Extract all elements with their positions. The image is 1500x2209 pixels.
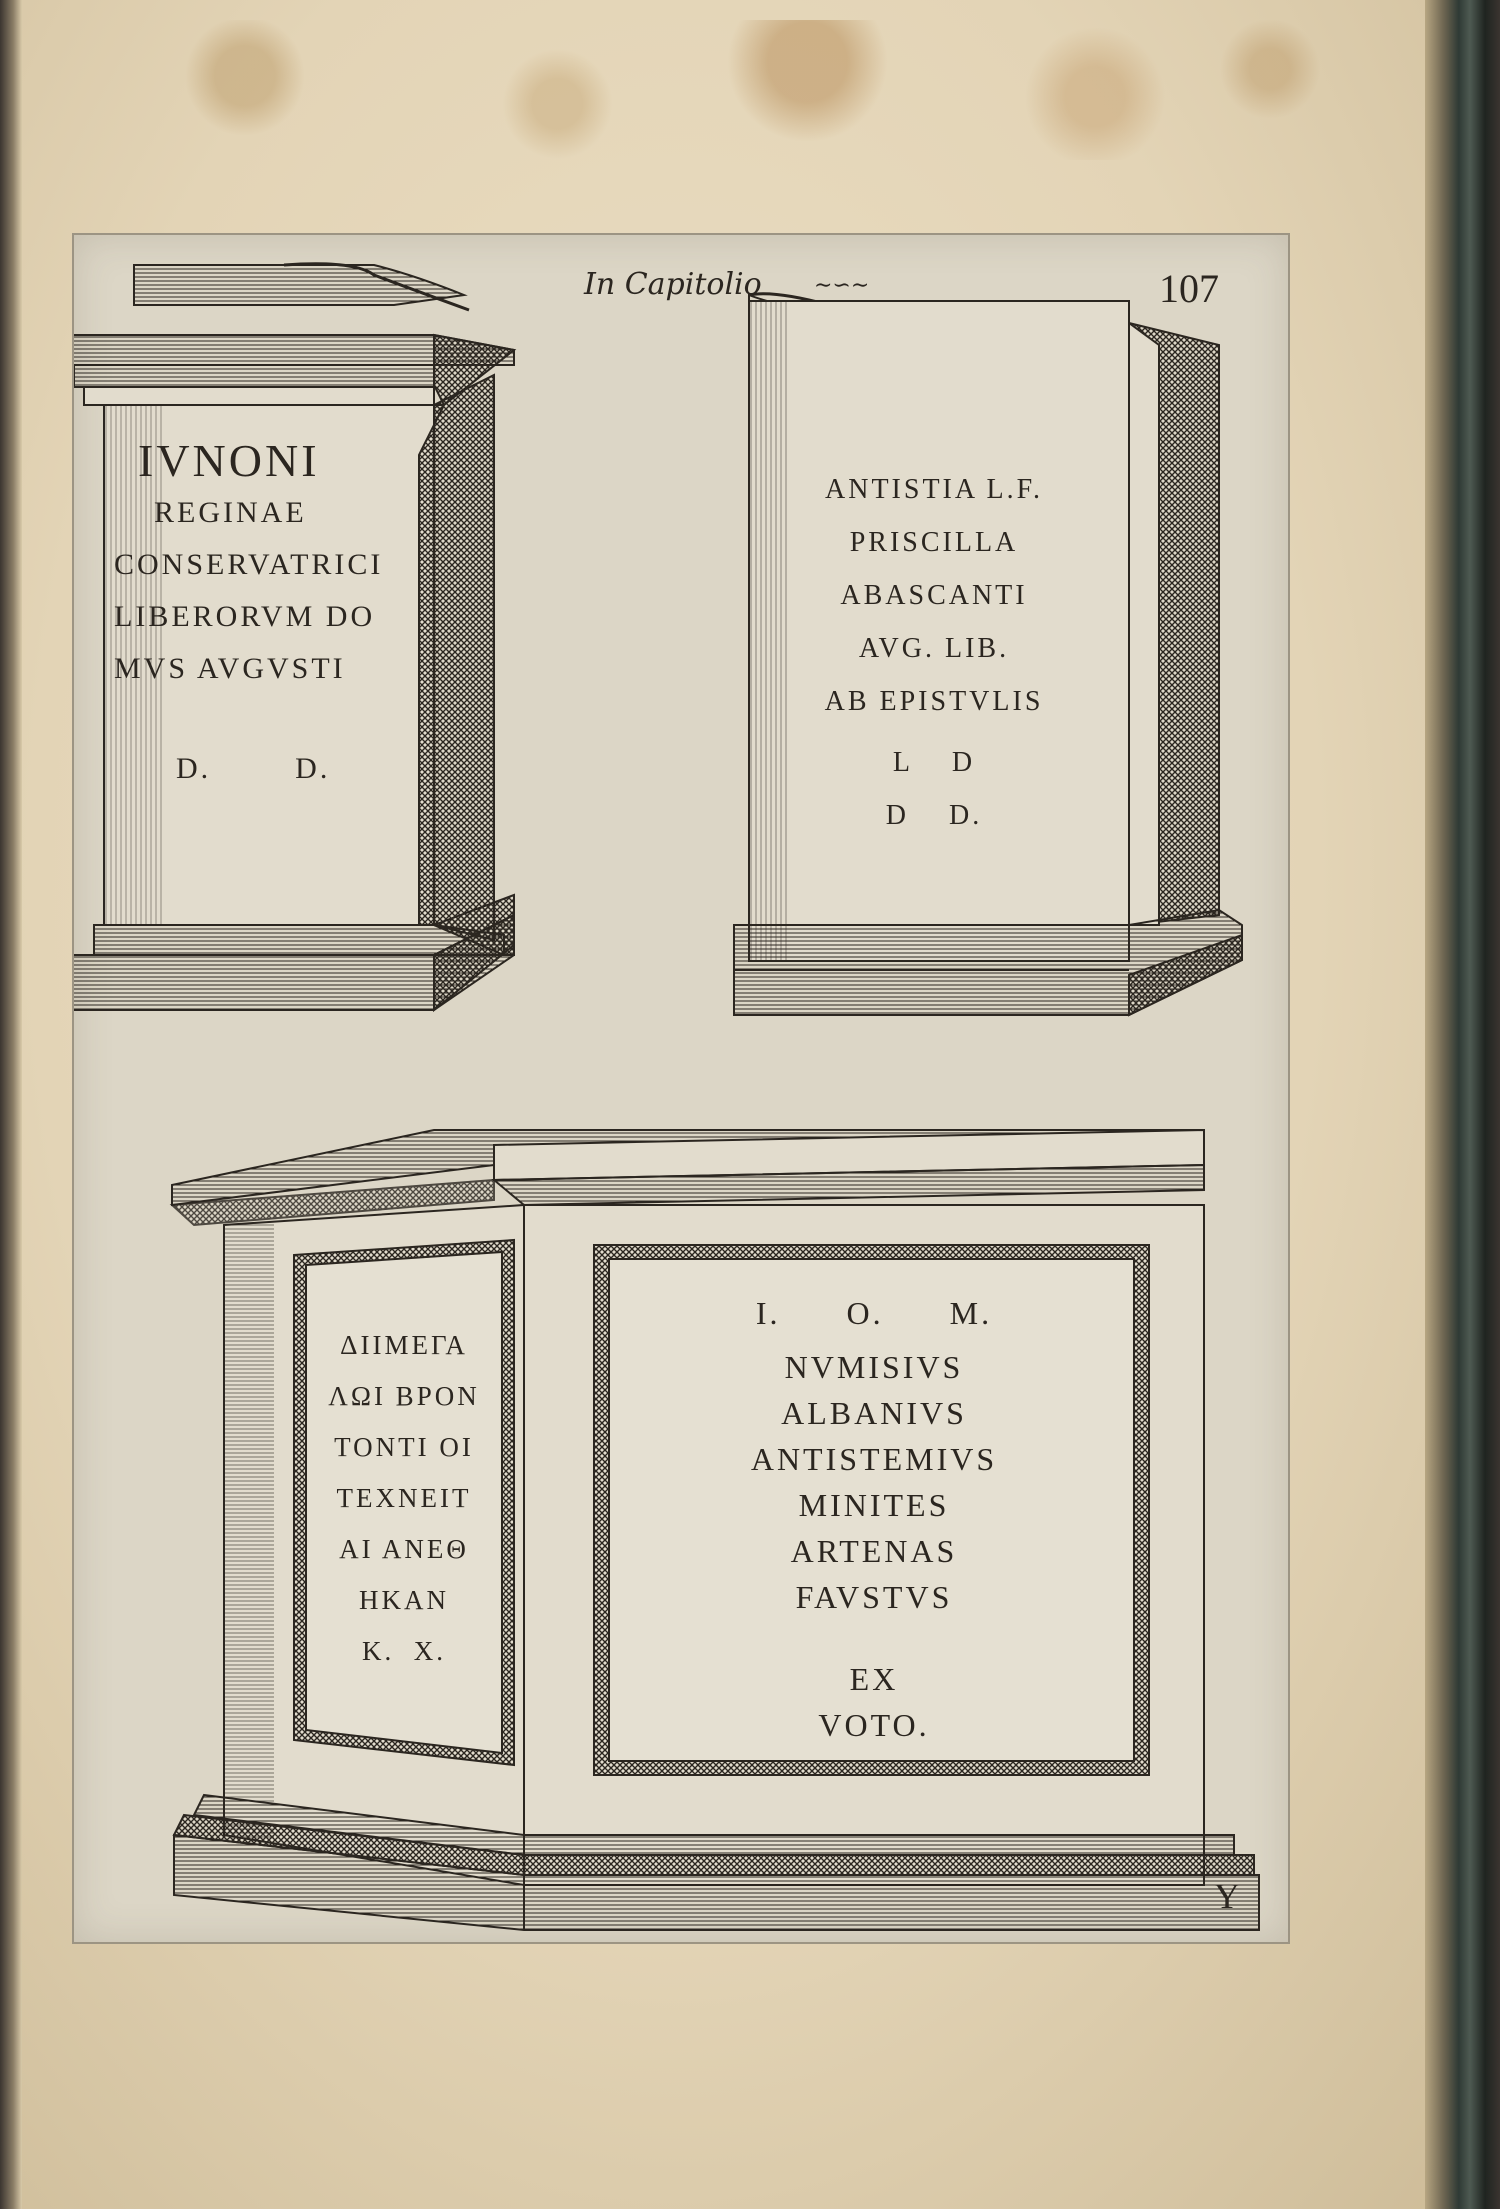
inscription-line: D D. (885, 800, 983, 831)
inscription-line: ΗΚΑΝ (359, 1585, 449, 1615)
plate-title: In Capitolio (584, 267, 762, 302)
inscription-line: PRISCILLA (849, 527, 1019, 558)
inscription-line: NVMISIVS (784, 1349, 964, 1385)
inscription-line: ALBANIVS (781, 1395, 967, 1431)
inscription-line: IVNONI (138, 435, 320, 486)
inscription-line: AVG. LIB. (858, 633, 1010, 664)
inscription-line: MINITES (798, 1487, 950, 1523)
inscription-line: ANTISTEMIVS (750, 1441, 998, 1477)
inscription-line: EX (849, 1661, 899, 1697)
inscription-line: ABASCANTI (840, 580, 1028, 611)
inscription-line: I. O. M. (755, 1295, 993, 1331)
book-gutter (0, 0, 22, 2209)
inscription-line: D. D. (176, 752, 331, 785)
inscription-spacer (634, 1620, 1114, 1656)
inscription-line: Κ. Χ. (362, 1636, 446, 1666)
paper-foxing-stains (120, 20, 1370, 160)
inscription-line: ΑΙ ΑΝΕΘ (339, 1534, 469, 1564)
page-edges (1425, 0, 1500, 2209)
inscription-top-left (114, 435, 383, 795)
inscription-line: ANTISTIA L.F. (825, 474, 1043, 505)
inscription-greek (314, 1320, 494, 1677)
inscription-line: ΤΟΝΤΙ ΟΙ (334, 1432, 474, 1462)
inscription-line: FAVSTVS (795, 1579, 953, 1615)
inscription-line: ΔΙΙΜΕΓΑ (340, 1330, 468, 1360)
signature-mark: Y (1214, 1876, 1240, 1916)
inscription-line: AB EPISTVLIS (824, 686, 1044, 717)
flourish-ornament-icon: ∼∽∼ (814, 273, 870, 298)
inscription-top-right (784, 463, 1084, 842)
inscription-line: LIBERORVM DO (114, 600, 376, 633)
engraved-plate (72, 233, 1290, 1944)
page-number: 107 (1159, 266, 1219, 311)
inscription-line: L D (892, 747, 976, 778)
inscription-bottom-front (634, 1290, 1114, 1748)
inscription-line: ΤΕΧΝΕΙΤ (336, 1483, 472, 1513)
inscription-line: CONSERVATRICI (114, 548, 384, 581)
inscription-line: ΛΩΙ ΒΡΟΝ (328, 1381, 480, 1411)
inscription-line: REGINAE (154, 496, 307, 529)
inscription-line: VOTO. (818, 1707, 930, 1743)
inscription-line: MVS AVGVSTI (114, 652, 346, 685)
inscription-line: ARTENAS (790, 1533, 958, 1569)
